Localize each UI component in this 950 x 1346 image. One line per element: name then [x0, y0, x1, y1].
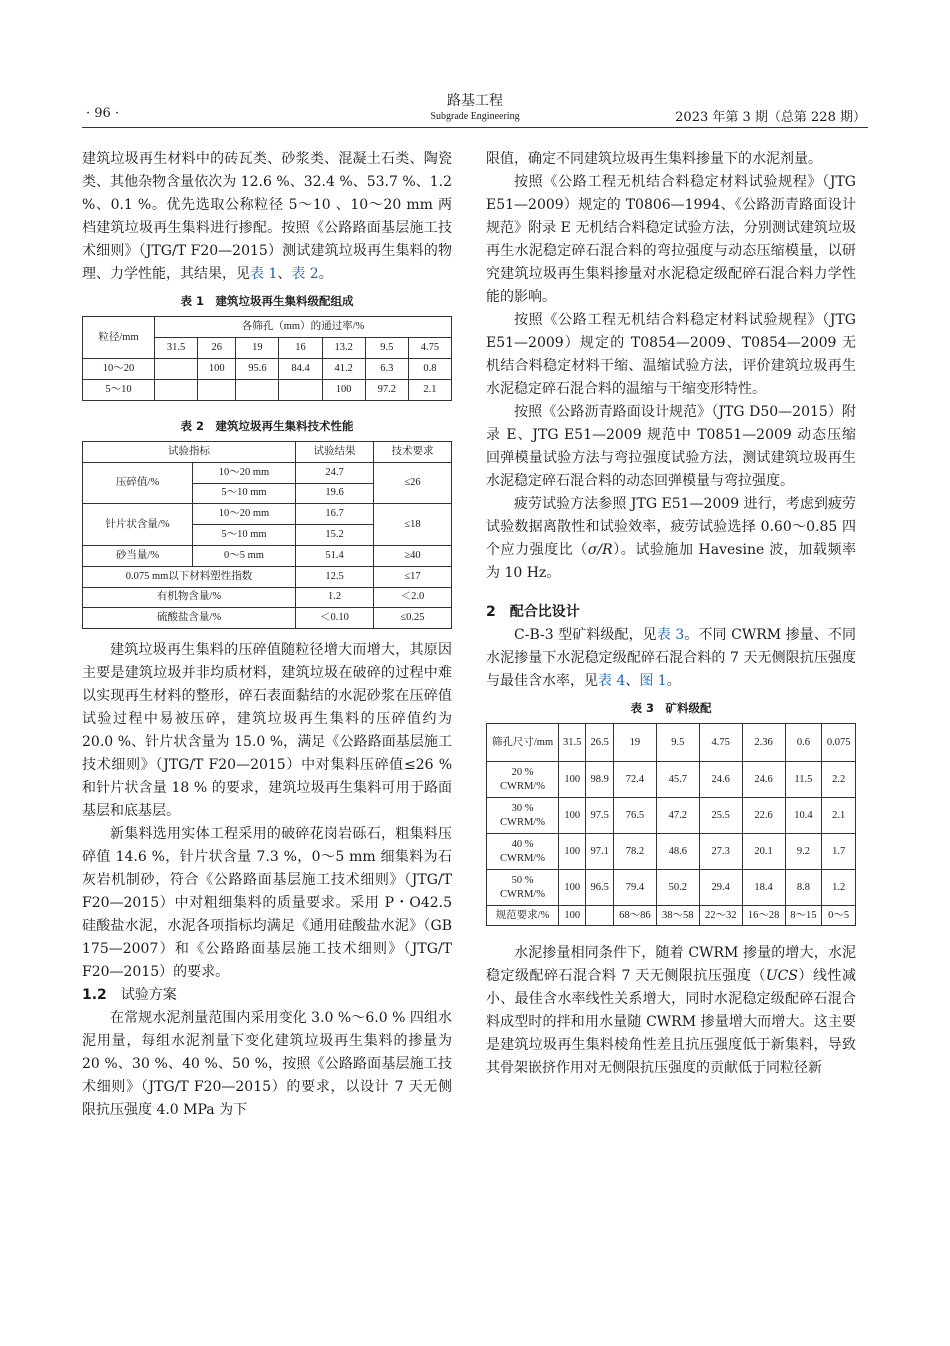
table-cell: 41.2 [322, 359, 365, 380]
table-cell: 20 % CWRM/% [487, 762, 559, 798]
table-cell: 19 [613, 724, 656, 762]
table-cell [155, 359, 198, 380]
running-header [82, 92, 868, 128]
table-cell: 100 [559, 798, 586, 834]
table-row [83, 545, 452, 566]
table-cell: ≤26 [374, 462, 452, 504]
table-row [83, 608, 452, 629]
paragraph: 按照《公路工程无机结合料稳定材料试验规程》（JTG E51—2009）规定的 T0806—1994、《公路沥青路面设计规范》附录 E 无机结合料稳定试验方法，分别测试建筑垃圾再生水泥稳定碎石混合料的弯拉强度与动态压缩模量，以研究建筑垃圾再生集料掺量对水泥稳定级配碎石混合料力学性能的影响。 [486, 174, 856, 305]
table-cell: 48.6 [656, 834, 699, 870]
table-cell: 粒径/mm [83, 317, 155, 359]
table-2-link[interactable]: 表 2 [291, 266, 319, 282]
table-cell: 0.075 [822, 724, 856, 762]
table-row [83, 587, 452, 608]
table-cell: 4.75 [699, 724, 742, 762]
table-cell: 0.6 [785, 724, 822, 762]
table-1-grid [82, 316, 452, 401]
table-cell: 6.3 [365, 359, 408, 380]
table-cell: 0～5 [822, 906, 856, 926]
table-cell: 筛孔尺寸/mm [487, 724, 559, 762]
table-cell: 10～20 [83, 359, 155, 380]
table-cell: ≤18 [374, 504, 452, 546]
section-heading: 1.2 试验方案 [82, 987, 177, 1004]
table-cell: 27.3 [699, 834, 742, 870]
paragraph: 建筑垃圾再生材料中的砖瓦类、砂浆类、混凝土石类、陶瓷类、其他杂物含量依次为 12.6 %、32.4 %、53.7 %、1.2 %、0.1 %。优先选取公称粒径 5～10 、10～20 mm 两档建筑垃圾再生集料进行掺配。按照《公路路面基层施工技术细则》（JTG/T F20—2015）测试建筑垃圾再生集料的物理、力学性能，其结果，见表 1、表 2。 [82, 151, 452, 282]
journal-title-en: Subgrade Engineering [430, 111, 520, 122]
table-cell: 78.2 [613, 834, 656, 870]
table-cell [155, 380, 198, 401]
table-cell: 试验指标 [83, 442, 296, 463]
table-cell: 22～32 [699, 906, 742, 926]
table-cell: 100 [559, 870, 586, 906]
table-row [83, 359, 452, 380]
table-4-link[interactable]: 表 4 [598, 673, 626, 689]
paragraph: 建筑垃圾再生集料的压碎值随粒径增大而增大，其原因主要是建筑垃圾并非均质材料，建筑垃圾在破碎的过程中难以实现再生材料的整形，碎石表面黏结的水泥砂浆在压碎值试验过程中易被压碎，建筑垃圾再生集料的压碎值约为 20.0 %、针片状含量为 15.0 %，满足《公路路面基层施工技术细则》（JTG/T F20—2015）中对集料压碎值≤26 % 和针片状含量 18 % 的要求，建筑垃圾再生集料可用于路面基层和底基层。 [82, 642, 452, 820]
paragraph: 按照《公路工程无机结合料稳定材料试验规程》（JTG E51—2009）规定的 T0854—2009、T0854—2009 无机结合料稳定材料干缩、温缩试验方法，评价建筑垃圾再生水泥稳定碎石混合料的温缩与干缩变形特性。 [486, 312, 856, 397]
table-cell: 72.4 [613, 762, 656, 798]
table-cell: 2.1 [822, 798, 856, 834]
table-cell: 25.5 [699, 798, 742, 834]
table-cell: 26 [198, 338, 236, 359]
table-cell: 硫酸盐含量/% [83, 608, 296, 629]
journal-title-cn: 路基工程 [447, 93, 503, 109]
left-column [82, 148, 452, 1122]
paragraph: 疲劳试验方法参照 JTG E51—2009 进行，考虑到疲劳试验数据离散性和试验效率，疲劳试验选择 0.60～0.85 四个应力强度比（σ/R）。试验施加 Havesine 波，加载频率为 10 Hz。 [486, 496, 856, 581]
table-row [487, 870, 856, 906]
table-cell: 45.7 [656, 762, 699, 798]
paragraph: 新集料选用实体工程采用的破碎花岗岩砾石，粗集料压碎值 14.6 %，针片状含量 7.3 %，0～5 mm 细集料为石灰岩机制砂，符合《公路路面基层施工技术细则》（JTG/T F20—2015）中对粗细集料的质量要求。采用 P・O42.5 硅酸盐水泥，水泥各项指标均满足《通用硅酸盐水泥》（GB 175—2007）和《公路路面基层施工技术细则》（JTG/T F20—2015）的要求。 [82, 826, 452, 981]
table-cell: 8.8 [785, 870, 822, 906]
table-cell: 50.2 [656, 870, 699, 906]
table-cell: 47.2 [656, 798, 699, 834]
table-cell: 0.075 mm以下材料塑性指数 [83, 566, 296, 587]
table-cell: 11.5 [785, 762, 822, 798]
table-cell: 15.2 [296, 525, 374, 546]
table-cell: 0～5 mm [193, 545, 296, 566]
table-cell: 100 [559, 762, 586, 798]
table-cell: 针片状含量/% [83, 504, 193, 546]
table-cell: ＜0.10 [296, 608, 374, 629]
table-cell: 各筛孔（mm）的通过率/% [155, 317, 452, 338]
table-1-link[interactable]: 表 1 [250, 266, 278, 282]
table-cell: 50 % CWRM/% [487, 870, 559, 906]
table-cell: 19 [236, 338, 279, 359]
table-cell: 压碎值/% [83, 462, 193, 504]
table-cell: 2.2 [822, 762, 856, 798]
table-cell: 12.5 [296, 566, 374, 587]
table-cell: 1.2 [822, 870, 856, 906]
table-cell: 规范要求/% [487, 906, 559, 926]
table-cell: 68～86 [613, 906, 656, 926]
page-number: · 96 · [86, 106, 120, 121]
table-cell: 97.1 [586, 834, 613, 870]
table-cell: 31.5 [559, 724, 586, 762]
table-3-caption: 表 3 矿料级配 [630, 701, 712, 715]
table-cell [279, 380, 322, 401]
table-2-grid [82, 441, 452, 629]
table-cell: 13.2 [322, 338, 365, 359]
right-column [486, 148, 856, 1080]
paragraph: 限值，确定不同建筑垃圾再生集料掺量下的水泥剂量。 [486, 151, 822, 167]
table-cell: 2.36 [742, 724, 785, 762]
figure-1-link[interactable]: 图 1 [639, 673, 667, 689]
table-cell: 100 [559, 834, 586, 870]
table-row [83, 504, 452, 525]
table-cell: 16.7 [296, 504, 374, 525]
table-2 [82, 417, 452, 629]
section-heading: 2 配合比设计 [486, 604, 580, 620]
table-cell: 18.4 [742, 870, 785, 906]
table-cell: 9.5 [656, 724, 699, 762]
table-1 [82, 292, 452, 401]
table-cell: 9.2 [785, 834, 822, 870]
paragraph: 在常规水泥剂量范围内采用变化 3.0 %～6.0 % 四组水泥用量，每组水泥剂量下变化建筑垃圾再生集料的掺量为 20 %、30 %、40 %、50 %，按照《公路路面基层施工技术细则》（JTG/T F20—2015）的要求，以设计 7 天无侧限抗压强度 4.0 MPa 为下 [82, 1010, 452, 1119]
table-cell: 10～20 mm [193, 462, 296, 483]
table-cell: 76.5 [613, 798, 656, 834]
table-cell: 砂当量/% [83, 545, 193, 566]
table-cell: 技术要求 [374, 442, 452, 463]
table-cell: 0.8 [408, 359, 451, 380]
table-cell: 29.4 [699, 870, 742, 906]
table-row [487, 762, 856, 798]
table-cell: 97.5 [586, 798, 613, 834]
table-cell: 24.6 [699, 762, 742, 798]
table-cell: 79.4 [613, 870, 656, 906]
table-cell: 16～28 [742, 906, 785, 926]
table-cell: 95.6 [236, 359, 279, 380]
table-cell: 5～10 [83, 380, 155, 401]
table-1-caption: 表 1 建筑垃圾再生集料级配组成 [180, 294, 354, 308]
table-cell: 22.6 [742, 798, 785, 834]
table-cell: ＜2.0 [374, 587, 452, 608]
table-cell: 1.2 [296, 587, 374, 608]
table-cell: 40 % CWRM/% [487, 834, 559, 870]
table-cell: 51.4 [296, 545, 374, 566]
table-cell: 1.7 [822, 834, 856, 870]
table-cell: 16 [279, 338, 322, 359]
table-cell: 24.6 [742, 762, 785, 798]
table-cell: 96.5 [586, 870, 613, 906]
table-cell: 30 % CWRM/% [487, 798, 559, 834]
table-cell: 38～58 [656, 906, 699, 926]
table-2-caption: 表 2 建筑垃圾再生集料技术性能 [180, 419, 354, 433]
table-3-grid [486, 723, 856, 926]
table-row [83, 462, 452, 483]
table-cell: 26.5 [586, 724, 613, 762]
table-row [83, 380, 452, 401]
table-cell [236, 380, 279, 401]
table-cell: 10.4 [785, 798, 822, 834]
table-cell: ≤17 [374, 566, 452, 587]
table-row [487, 906, 856, 926]
table-cell: 试验结果 [296, 442, 374, 463]
table-cell: ≥40 [374, 545, 452, 566]
table-cell: ≤0.25 [374, 608, 452, 629]
table-row [487, 834, 856, 870]
paragraph: 水泥掺量相同条件下，随着 CWRM 掺量的增大，水泥稳定级配碎石混合料 7 天无侧限抗压强度（UCS）线性减小、最佳含水率线性关系增大，同时水泥稳定级配碎石混合料成型时的拌和用水量随 CWRM 掺量增大而增大。这主要是建筑垃圾再生集料棱角性差且抗压强度低于新集料，导致其骨架嵌挤作用对无侧限抗压强度的贡献低于同粒径新 [486, 945, 856, 1076]
table-cell [586, 906, 613, 926]
table-cell: 100 [559, 906, 586, 926]
table-cell: 10～20 mm [193, 504, 296, 525]
table-cell: 8～15 [785, 906, 822, 926]
table-cell: 9.5 [365, 338, 408, 359]
table-cell: 100 [198, 359, 236, 380]
table-cell: 97.2 [365, 380, 408, 401]
table-cell: 5～10 mm [193, 525, 296, 546]
table-cell: 19.6 [296, 483, 374, 504]
paragraph: 按照《公路沥青路面设计规范》（JTG D50—2015）附录 E、JTG E51—2009 规范中 T0851—2009 动态压缩回弹模量试验方法与弯拉强度试验方法，测试建筑垃圾再生水泥稳定碎石混合料的动态回弹模量与弯拉强度。 [486, 404, 856, 489]
table-cell: 100 [322, 380, 365, 401]
table-row [487, 798, 856, 834]
table-cell: 4.75 [408, 338, 451, 359]
table-cell [198, 380, 236, 401]
table-cell: 84.4 [279, 359, 322, 380]
table-cell: 24.7 [296, 462, 374, 483]
table-cell: 98.9 [586, 762, 613, 798]
table-row [83, 566, 452, 587]
table-cell: 31.5 [155, 338, 198, 359]
table-3 [486, 699, 856, 926]
paragraph: C-B-3 型矿料级配，见表 3。不同 CWRM 掺量、不同水泥掺量下水泥稳定级配碎石混合料的 7 天无侧限抗压强度与最佳含水率，见表 4、图 1。 [486, 627, 856, 689]
table-3-link[interactable]: 表 3 [656, 627, 685, 643]
issue-info: 2023 年第 3 期（总第 228 期） [675, 110, 866, 125]
table-cell: 有机物含量/% [83, 587, 296, 608]
table-cell: 5～10 mm [193, 483, 296, 504]
table-cell: 20.1 [742, 834, 785, 870]
table-cell: 2.1 [408, 380, 451, 401]
